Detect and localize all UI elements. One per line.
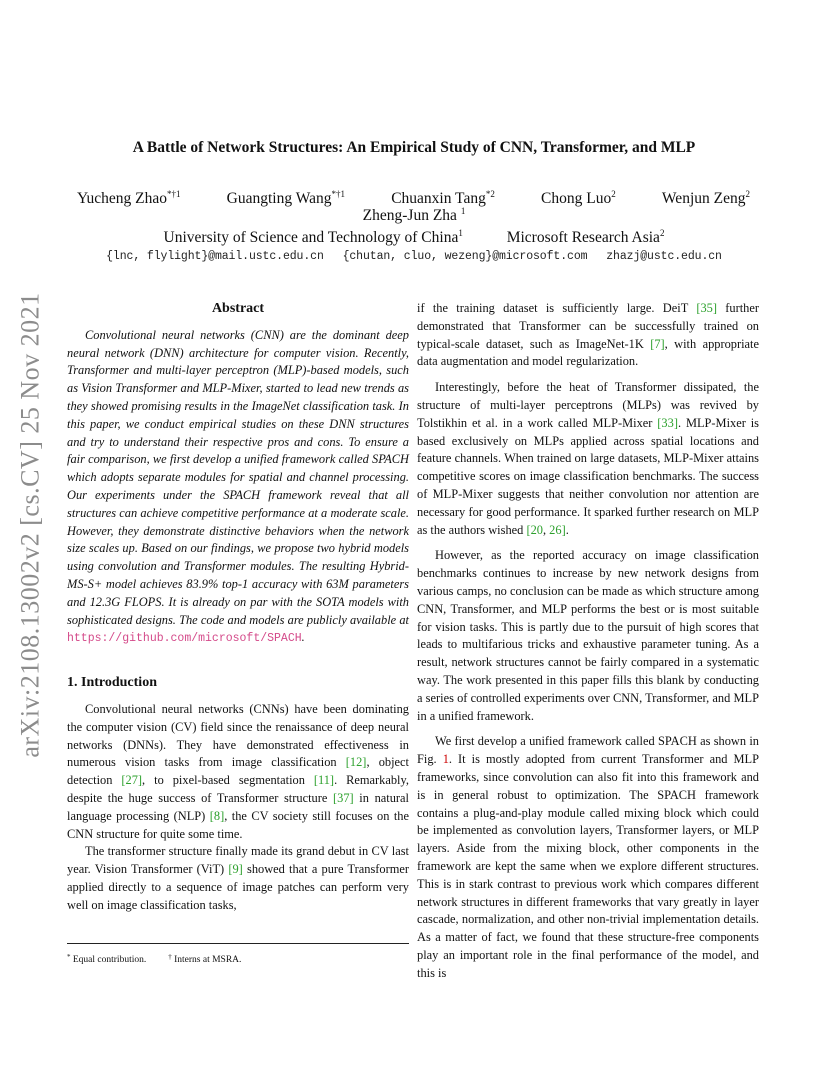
citation-link[interactable]: [20	[526, 522, 543, 537]
right-column	[417, 300, 759, 982]
author-list	[60, 188, 768, 227]
author: Chong Luo$^2$	[541, 189, 616, 207]
citation-link[interactable]: 26]	[549, 522, 566, 537]
citation-link[interactable]: [37]	[333, 790, 354, 805]
author: Wenjun Zeng$^2$	[661, 189, 750, 207]
intro-paragraph: We first develop a unified framework called SPACH as shown in Fig. 1. It is mostly adopted from current Transformer and MLP frameworks, since convolution can also fit into this framework and is in general robust to optimization. The SPACH framework contains a plug-and-play module called mixing block which could be implemented as convolution layers, Transformer layers, or MLP layers. Aside from the mixing block, other components in the framework are kept the same when we explore different structures. This is in stark contrast to previous work which compares different network structures in different frameworks that vary greatly in layer cascade, normalization, and other non-trivial implementation details. As a matter of fact, we found that these structure-free components play an important role in the final performance of the model, and this is	[417, 734, 759, 980]
code-link[interactable]: https://github.com/microsoft/SPACH	[67, 632, 302, 646]
affiliation-list	[60, 227, 768, 249]
intro-paragraph: Convolutional neural networks (CNNs) have been dominating the computer vision (CV) field since the renaissance of deep neural networks (DNNs). They have demonstrated effectiveness in numerous vision tasks from image classification [12], object detection [27], to pixel-based segmentation [11]. Remarkably, despite the huge success of Transformer structure [37] in natural language processing (NLP) [8], the CV society still focuses on the CNN structure for quite some time.	[67, 701, 410, 841]
author: Chuanxin Tang$^{*2}$	[391, 189, 495, 207]
arxiv-stamp	[6, 290, 56, 760]
author: Guangting Wang$^{*\dagger 1}$	[226, 189, 345, 207]
paper-title: A Battle of Network Structures: An Empirical Study of CNN, Transformer, and MLP	[132, 139, 696, 156]
citation-link[interactable]: [27]	[121, 773, 143, 788]
intro-paragraph: Interestingly, before the heat of Transformer dissipated, the structure of multi-layer perceptrons (MLPs) was revived by Tolstikhin et al. in a work called MLP-Mixer [33]. MLP-Mixer is based exclusively on MLPs applied across spatial locations and feature channels. When trained on large datasets, MLP-Mixer attains competitive scores on image classification benchmarks. The success of MLP-Mixer suggests that neither convolution nor attention are necessary for good performance. It sparked further research on MLP as the authors wished [20, 26].	[417, 380, 759, 537]
abstract-text: Convolutional neural networks (CNN) are the dominant deep neural network (DNN) architecture for computer vision. Recently, Transformer and multi-layer perceptron (MLP)-based models, such as Vision Transformer and MLP-Mixer, started to lead new trends as they showed promising results in the ImageNet classification task. In this paper, we conduct empirical studies on these DNN structures and try to understand their respective pros and cons. To ensure a fair comparison, we first develop a unified framework called SPACH which adopts separate modules for spatial and channel processing. Our experiments under the SPACH framework reveal that all structures can achieve competitive performance at a moderate scale. However, they demonstrate distinctive behaviors when the network size scales up. Based on our findings, we propose two hybrid models using convolution and Transformer modules. The resulting Hybrid-MS-S+ model achieves 83.9% top-1 accuracy with 63M parameters and 12.3G FLOPS. It is already on par with the SOTA models with sophisticated designs. The code and models are publicly available at https://github.com/microsoft/SPACH.	[67, 327, 409, 646]
citation-link[interactable]: [33]	[657, 415, 678, 430]
citation-link[interactable]: [12]	[345, 755, 367, 770]
section-heading-introduction: 1. Introduction	[67, 675, 157, 691]
abstract-heading: Abstract	[211, 301, 265, 316]
figure-link[interactable]: 1	[442, 752, 449, 767]
citation-link[interactable]: [11]	[313, 773, 335, 788]
intro-paragraph: The transformer structure finally made its grand debut in CV last year. Vision Transformer (ViT) [9] showed that a pure Transformer applied directly to a sequence of image patches can perform very well on image classification tasks,	[67, 844, 410, 912]
footnote-text: Interns at MSRA.	[174, 955, 242, 965]
footnote: * Equal contribution. † Interns at MSRA.	[67, 943, 409, 966]
email: {chutan, cluo, wezeng}@microsoft.com	[342, 250, 588, 263]
intro-paragraph: However, as the reported accuracy on image classification benchmarks continues to increase by new network designs from various camps, no conclusion can be made as which structure among CNN, Transformer, and MLP performs the best or is most suitable for vision tasks. This is partly due to the pursuit of high scores that leads to multifarious tricks and exhaustive parameter tuning. As a result, network structures cannot be fairly compared in a systematic way. The work presented in this paper fills this blank by conducting a series of controlled experiments over CNN, Transformer, and MLP in a unified framework.	[417, 548, 759, 723]
intro-paragraph: if the training dataset is sufficiently large. DeiT [35] further demonstrated that Transformer can be successfully trained on typical-scale dataset, such as ImageNet-1K [7], with appropriate data augmentation and model regularization.	[417, 301, 759, 369]
email-list	[60, 250, 768, 263]
arxiv-stamp-text: arXiv:2108.13002v2 [cs.CV] 25 Nov 2021	[16, 292, 46, 758]
left-column	[67, 300, 409, 915]
footnote-text: Equal contribution.	[72, 955, 147, 965]
author: Zheng-Jun Zha $^1$	[362, 206, 466, 224]
citation-link[interactable]: [35]	[696, 301, 717, 315]
citation-link[interactable]: [7]	[650, 336, 665, 351]
email: zhazj@ustc.edu.cn	[606, 250, 722, 263]
citation-link[interactable]: [9]	[228, 862, 243, 877]
email: {lnc, flylight}@mail.ustc.edu.cn	[106, 250, 324, 263]
affiliation: University of Science and Technology of China$^1$	[163, 228, 463, 246]
affiliation: Microsoft Research Asia$^2$	[506, 228, 665, 246]
citation-link[interactable]: [8]	[209, 808, 225, 823]
author: Yucheng Zhao$^{*\dagger 1}$	[77, 189, 181, 207]
